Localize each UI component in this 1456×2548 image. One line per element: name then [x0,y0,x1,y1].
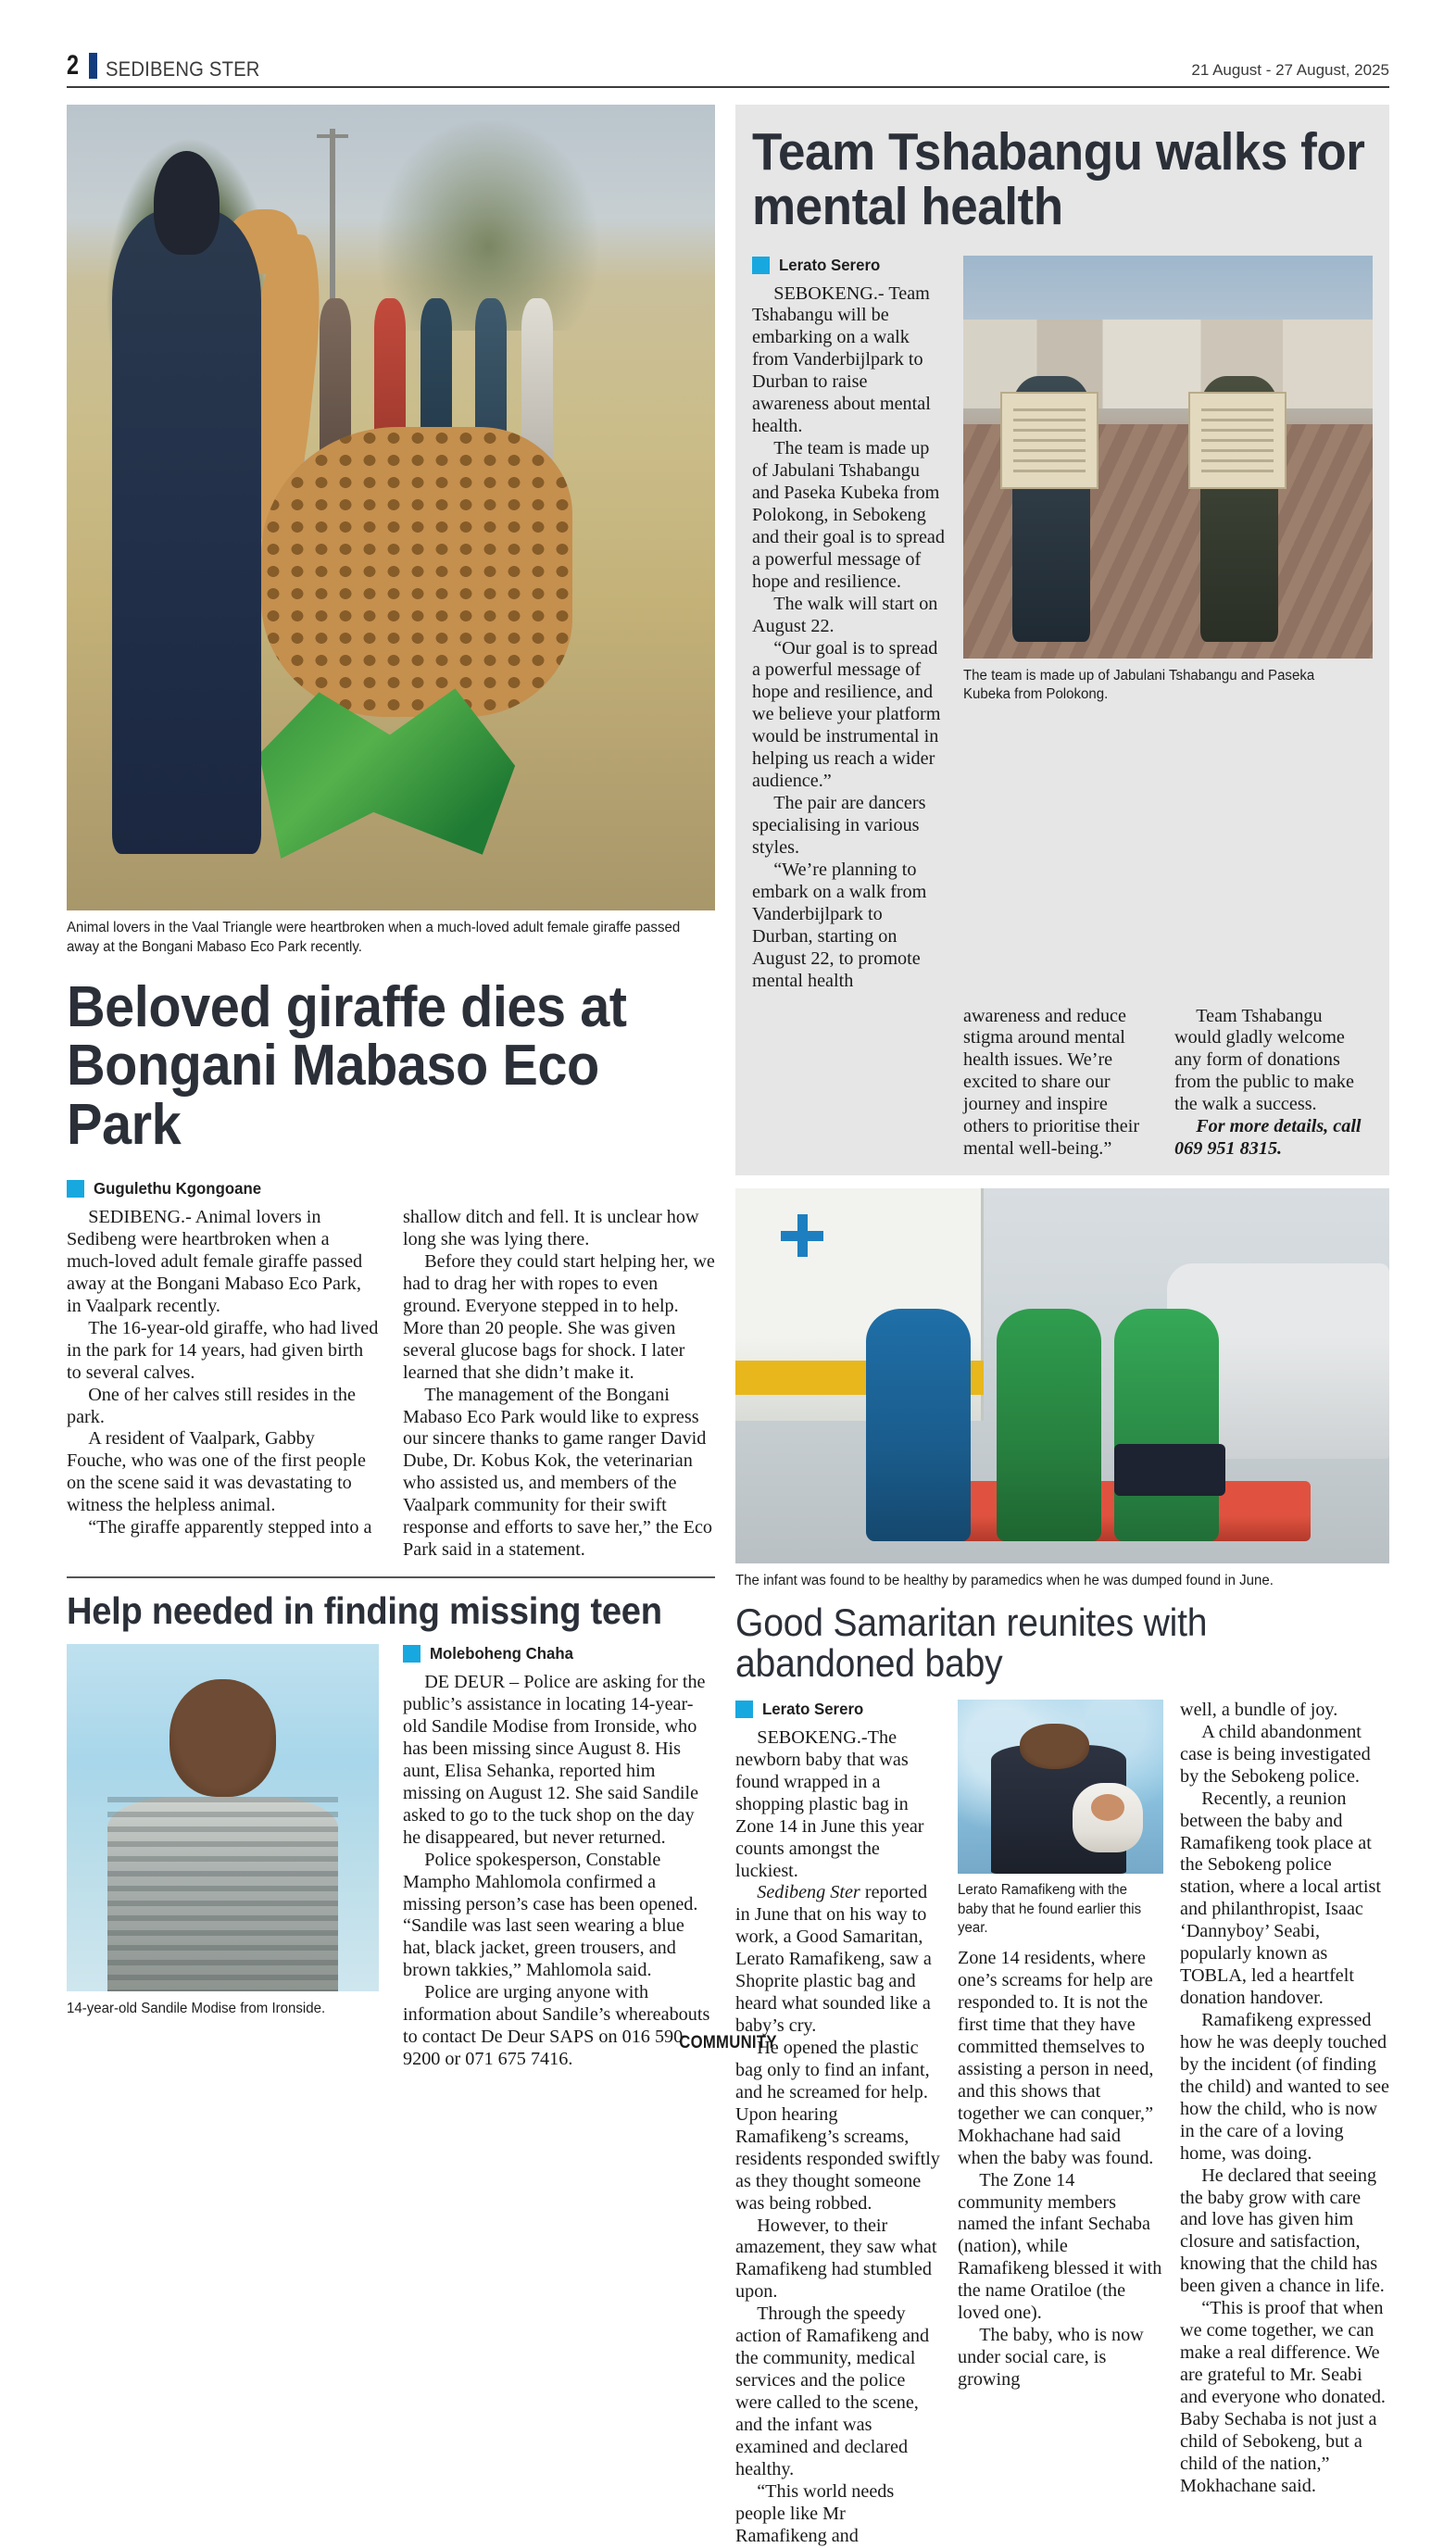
paragraph: Team Tshabangu would gladly welcome any form of donations from the public to make the walk a success. [1174,1005,1354,1115]
paragraph: The baby, who is now under social care, is growing [958,2325,1144,2390]
giraffe-photo-caption: Animal lovers in the Vaal Triangle were heartbroken when a much-loved adult female giraffe passed away at the Bongani Mabaso Eco Park recently. [67,920,681,955]
ramafikeng-photo-caption: Lerato Ramafikeng with the baby that he found earlier this year. [958,1881,1142,1937]
paragraph: SEBOKENG.- Team Tshabangu will be embarking on a walk from Vanderbijlpark to Durban to raise awareness about mental health. [752,282,931,437]
paragraph: well, a bundle of joy. [1180,1699,1338,1720]
paragraph: Recently, a reunion between the baby and Ramafikeng took place at the Sebokeng police station, where a local artist and philanthropist, Isaac ‘Dannyboy’ Seabi, popularly known as TOBLA, led a heartfelt donation handover. [1180,1788,1381,2009]
publication-name: SEDIBENG STER [105,57,260,81]
paragraph-rest: reported in June that on his way to work, a Good Samaritan, Lerato Ramafikeng, saw a Shoprite plastic bag and heard what sounded like a baby’s cry. [735,1882,932,2037]
samaritan-body [735,1700,1389,2548]
paragraph: He declared that seeing the baby grow with care and love has given him closure and satisfaction, knowing that the child has been given a chance in life. [1180,2165,1385,2297]
paragraph: Zone 14 residents, where one’s screams for help are responded to. It is not the first time that they have committed themselves to assisting a person in need, and this shows that together we can conquer,” Mokhachane had said when the baby was found. [958,1948,1154,2168]
giraffe-body-col-2 [403,1207,715,1562]
paragraph: “We’re planning to embark on a walk from Vanderbijlpark to Durban, starting on August 22, to promote mental health [752,859,927,991]
page-folio-number: 2 [67,50,79,81]
tshabangu-article [735,105,1389,1175]
paramedic-photo-caption: The infant was found to be healthy by paramedics when he was dumped found in June. [735,1573,1274,1589]
paragraph: However, to their amazement, they saw what Ramafikeng had stumbled upon. [735,2215,937,2303]
masthead-blue-rule [89,53,97,79]
samaritan-col-3 [1180,1700,1389,2548]
giraffe-photo [67,105,715,910]
tshabangu-body-col-2 [963,1006,1158,1161]
teen-byline-name: Moleboheng Chaha [430,1644,573,1663]
giraffe-body [67,1207,715,1562]
byline-square-icon [752,257,770,274]
publication-mention: Sedibeng Ster [757,1882,860,1903]
paragraph: Police spokesperson, Constable Mampho Mahlomola confirmed a missing person’s case has been opened. “Sandile was last seen wearing a blue hat, black jacket, green trousers, and brown takkies,” Mahlomola said. [403,1849,698,1981]
paragraph: Through the speedy action of Ramafikeng and the community, medical services and the police were called to the scene, and the infant was examined and declared healthy. [735,2303,930,2479]
tshabangu-photo [963,256,1373,659]
contact-signoff: For more details, call 069 951 8315. [1174,1116,1362,1160]
teen-byline [403,1644,715,1663]
tshabangu-top-row [752,256,1373,993]
paragraph: A resident of Vaalpark, Gabby Fouche, who was one of the first people on the scene said it was devastating to witness the helpless animal. [67,1428,366,1516]
tshabangu-byline-name: Lerato Serero [779,255,881,274]
paragraph: He opened the plastic bag only to find an infant, and he screamed for help. Upon hearing Ramafikeng’s screams, residents responded swiftly as they thought someone was being robbed. [735,2038,940,2214]
paragraph: One of her calves still resides in the park. [67,1384,356,1427]
samaritan-body-col-2 [958,1948,1163,2391]
giraffe-byline [67,1179,715,1199]
tshabangu-photo-block [963,256,1373,993]
paragraph: Before they could start helping her, we had to drag her with ropes to even ground. Everyone stepped in to help. More than 20 people. She was given several glucose bags for shock. I later learned that she didn’t make it. [403,1250,715,1383]
giraffe-byline-name: Gugulethu Kgongoane [94,1179,262,1199]
samaritan-byline [735,1700,941,1719]
giraffe-body-col-1 [67,1207,379,1562]
paragraph: “This world needs people like Mr Ramafikeng and [735,2480,895,2546]
paragraph-with-italic-lead [735,1882,941,2038]
samaritan-byline-name: Lerato Serero [762,1699,864,1718]
tshabangu-body-col-3 [1174,1006,1373,1161]
issue-date: 21 August - 27 August, 2025 [1191,61,1389,79]
paragraph: A child abandonment case is being investigated by the Sebokeng police. [1180,1721,1371,1787]
byline-square-icon [67,1180,84,1198]
tshabangu-bottom-row [752,1006,1373,1161]
samaritan-col-1 [735,1700,941,2548]
tshabangu-headline: Team Tshabangu walks for mental health [752,122,1365,237]
tshabangu-byline [752,256,947,275]
paragraph: The Zone 14 community members named the infant Sechaba (nation), while Ramafikeng blessed it with the name Oratiloe (the loved one). [958,2169,1162,2324]
paragraph: Ramafikeng expressed how he was deeply touched by the incident (of finding the child) and wanted to see how the child, who is now in the care of a loving home, was doing. [1180,2010,1389,2164]
paragraph: “The giraffe apparently stepped into a [88,1517,372,1538]
byline-square-icon [735,1701,753,1718]
byline-square-icon [403,1645,420,1663]
tshabangu-photo-caption: The team is made up of Jabulani Tshabangu and Paseka Kubeka from Polokong. [963,667,1315,703]
paragraph: The pair are dancers specialising in various styles. [752,793,926,858]
paragraph: shallow ditch and fell. It is unclear how long she was lying there. [403,1207,699,1250]
samaritan-headline: Good Samaritan reunites with abandoned baby [735,1600,1208,1686]
paragraph: The team is made up of Jabulani Tshabangu and Paseka Kubeka from Polokong, in Sebokeng and their goal is to spread a powerful message of hope and resilience. [752,438,945,592]
paragraph: The walk will start on August 22. [752,593,938,636]
teen-text-block [403,1644,715,2071]
paragraph: awareness and reduce stigma around mental health issues. We’re excited to share our journey and inspire others to prioritise their mental well-being.” [963,1005,1140,1160]
right-column [735,105,1389,2548]
paragraph: Police are urging anyone with information about Sandile’s whereabouts to contact De Deur SAPS on 016 590 9200 or 071 675 7416. [403,1982,710,2070]
ramafikeng-baby-photo [958,1700,1163,1874]
tshabangu-body-col-1 [752,283,947,993]
teen-photo-block [67,1644,379,2071]
teen-body-col [403,1672,715,2071]
paragraph: “This is proof that when we come together, we can make a real difference. We are grateful to Mr. Seabi and everyone who donated. Baby Sechaba is not just a child of Sebokeng, but a child of the nation,” Mokhachane said. [1180,2298,1386,2496]
teen-photo-caption: 14-year-old Sandile Modise from Ironside. [67,2001,326,2017]
missing-teen-headline: Help needed in finding missing teen [67,1589,662,1633]
paragraph: The management of the Bongani Mabaso Eco Park would like to express our sincere thanks to game ranger David Dube, Dr. Kobus Kok, the veterinarian who assisted us, and members of the Vaalpark community for their swift response and efforts to save her,” the Eco Park said in a statement. [403,1384,713,1561]
tshabangu-col-1 [752,256,947,993]
giraffe-headline: Beloved giraffe dies at Bongani Mabaso Eco Park [67,974,627,1158]
paragraph: The 16-year-old giraffe, who had lived in the park for 14 years, had given birth to several calves. [67,1317,379,1383]
section-title: COMMUNITY [679,2033,777,2052]
paragraph: DE DEUR – Police are asking for the public’s assistance in locating 14-year-old Sandile Modise from Ironside, who has been missing since August 8. His aunt, Elisa Sehanka, reported him missing on August 12. She said Sandile asked to go to the tuck shop on the day he disappeared, but never returned. [403,1672,706,1848]
paragraph: SEDIBENG.- Animal lovers in Sedibeng were heartbroken when a much-loved adult female giraffe passed away at the Bongani Mabaso Eco Park, in Vaalpark recently. [67,1207,363,1316]
left-column [67,105,715,2548]
paragraph: “Our goal is to spread a powerful message of hope and resilience, and we believe your platform would be instrumental in helping us reach a wider audience.” [752,637,941,792]
page-body [67,88,1389,2548]
samaritan-col-2 [958,1700,1163,2548]
section-divider [67,1576,715,1578]
samaritan-body-col-1 [735,1727,941,2548]
paragraph: SEBOKENG.-The newborn baby that was found wrapped in a shopping plastic bag in Zone 14 in June this year counts amongst the luckiest. [735,1726,924,1881]
paramedic-photo [735,1188,1389,1563]
teen-photo [67,1644,379,1991]
missing-teen-body [67,1644,715,2071]
